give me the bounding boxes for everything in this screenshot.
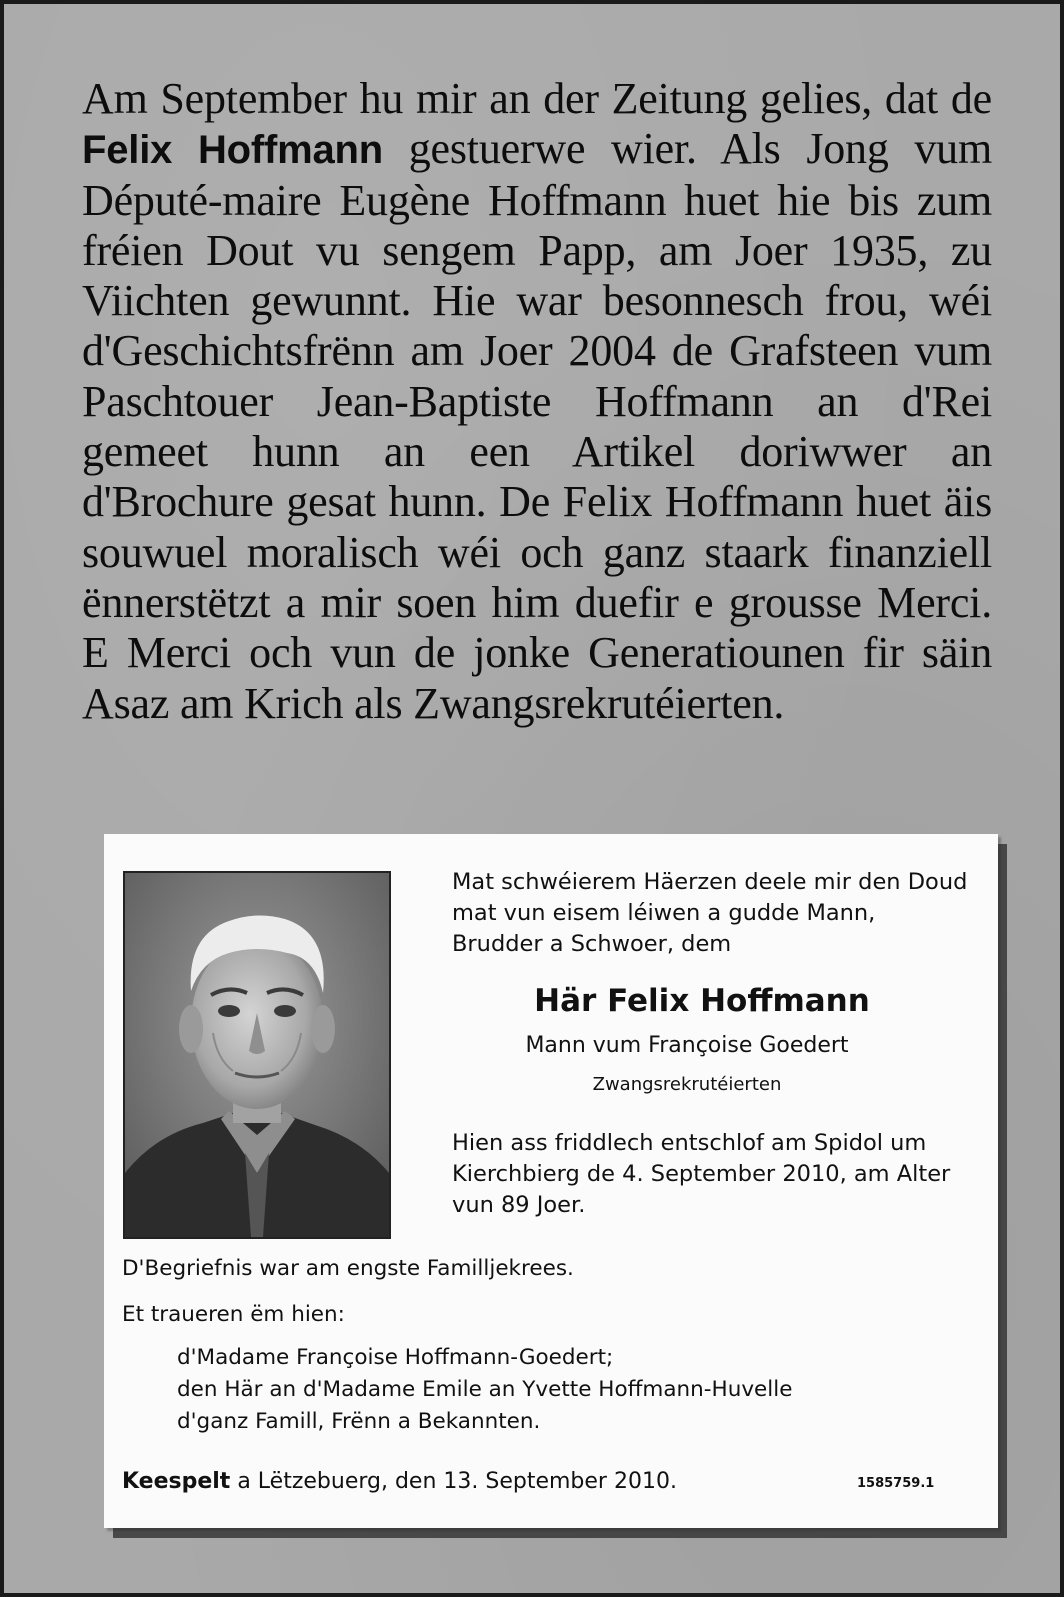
article-text-end: gestuerwe wier. Als Jong vum Député-maire Eugène Hoffmann huet hie bis zum fréien Dout vu sengem Papp, am Joer 1935, zu Viichten gewunnt. Hie war besonnesch frou, wéi d'Geschichtsfrënn am Joer 2004 de Grafsteen vum Paschtouer Jean-Baptiste Hoffmann an d'Rei gemeet hunn an een Artikel doriwwer an d'Brochure gesat hunn. De Felix Hoffmann huet äis souwuel moralisch wéi och ganz staark finanziell ënnerstëtzt a mir soen him duefir e grousse Merci. E Merci och vun de jonke Generatiounen fir säin Asaz am Krich als Zwangsrekrutéierten. — [82, 124, 992, 728]
obituary-notice — [104, 834, 998, 1528]
portrait-photo — [123, 871, 391, 1239]
mourners-list — [177, 1342, 792, 1438]
newspaper-page — [4, 4, 1060, 1593]
portrait-illustration — [125, 873, 389, 1237]
status-line: Zwangsrekrutéierten — [592, 1074, 782, 1095]
article-text-start: Am September hu mir an der Zeitung gelies, dat de — [82, 74, 992, 123]
spouse-line: Mann vum Françoise Goedert — [525, 1033, 849, 1058]
deceased-name: Här Felix Hoffmann — [534, 983, 870, 1019]
death-details: Hien ass friddlech entschlof am Spidol um Kierchbierg de 4. September 2010, am Alter vun 89 Joer. — [452, 1130, 951, 1218]
reference-number: 1585759.1 — [857, 1476, 935, 1491]
place-date-line — [122, 1467, 677, 1497]
mourner-item: d'Madame Françoise Hoffmann-Goedert; — [177, 1345, 614, 1370]
place-name: Keespelt — [122, 1469, 231, 1494]
notice-intro: Mat schwéierem Häerzen deele mir den Doud mat vun eisem léiwen a gudde Mann, Brudder a Schwoer, dem — [452, 869, 968, 957]
mourner-item: d'ganz Famill, Frënn a Bekannten. — [177, 1409, 541, 1434]
article-name-bold: Felix Hoffmann — [82, 128, 384, 173]
mourner-item: den Här an d'Madame Emile an Yvette Hoffmann-Huvelle — [177, 1377, 793, 1402]
mourners-intro: Et traueren ëm hien: — [122, 1302, 345, 1327]
article-paragraph — [82, 74, 992, 729]
place-date-rest: a Lëtzebuerg, den 13. September 2010. — [230, 1469, 677, 1494]
funeral-line: D'Begriefnis war am engste Familljekrees. — [122, 1256, 574, 1281]
